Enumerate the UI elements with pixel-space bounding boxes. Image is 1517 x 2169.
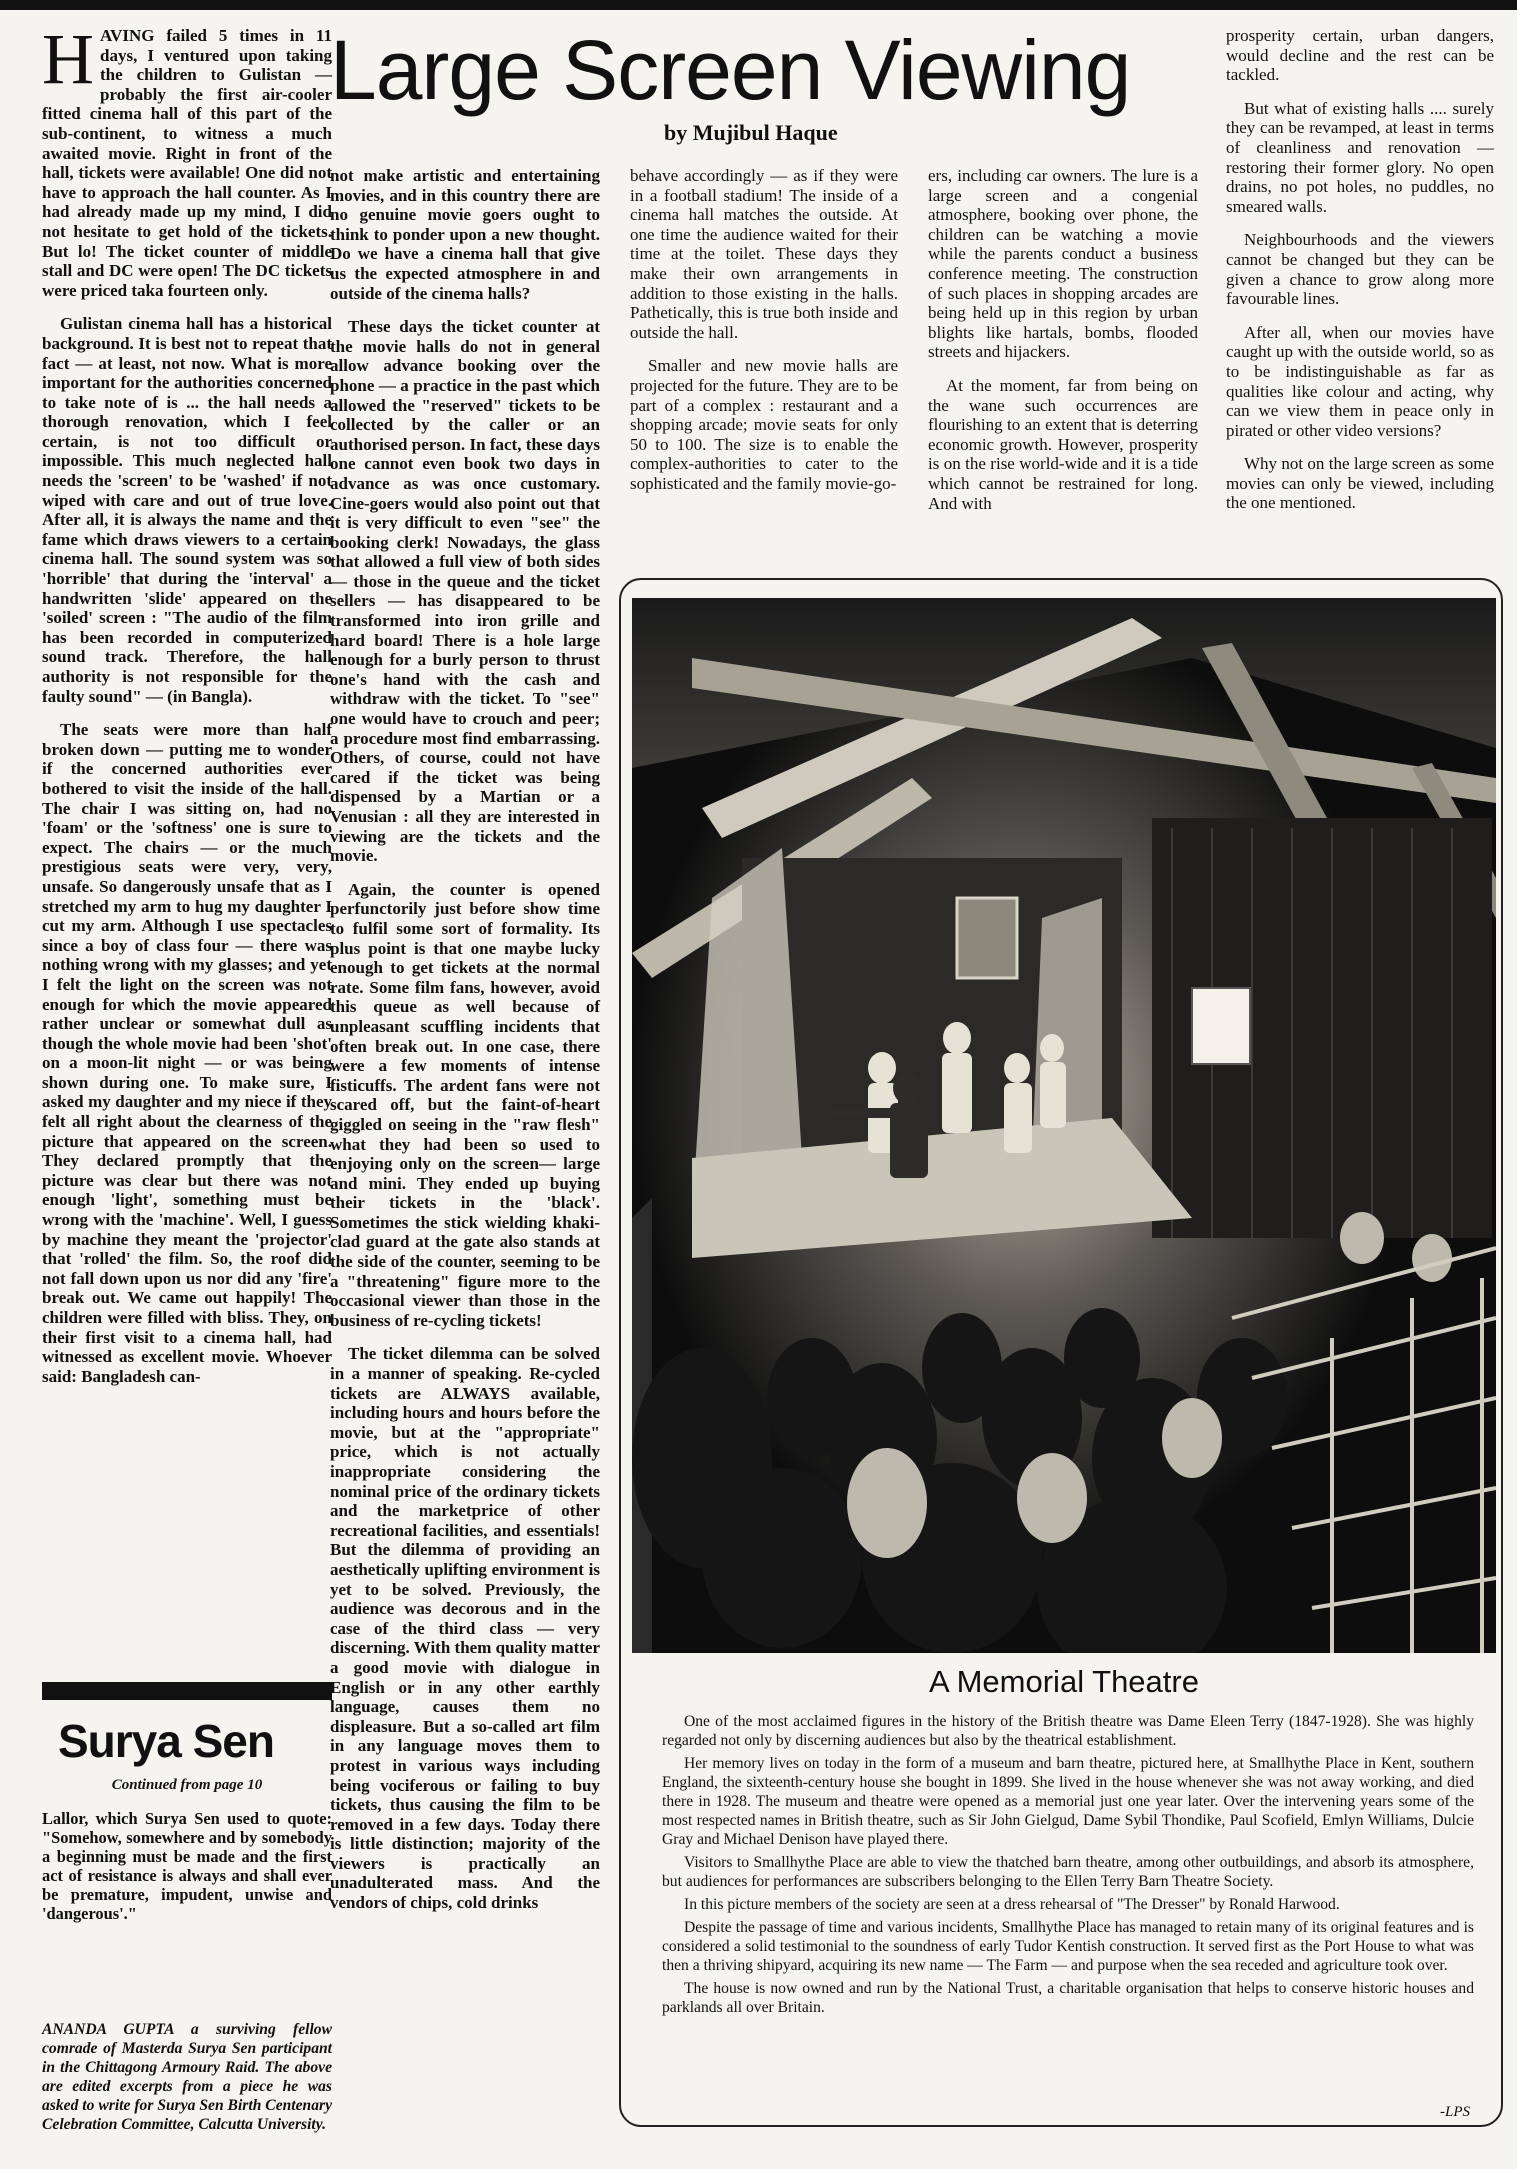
sidebar-author-note: ANANDA GUPTA a surviving fellow comrade of Masterda Surya Sen participant in the Chittagong Armoury Raid. The above are edited excerpts from a piece he was asked to write for Surya Sen Birth Centenary Celebration Committee, Calcutta University. (42, 2021, 332, 2133)
page-title: Large Screen Viewing (330, 23, 1131, 117)
theatre-photo (632, 598, 1496, 1653)
paragraph: Visitors to Smallhythe Place are able to view the thatched barn theatre, among other outbuildings, and absorb its atmosphere, but audiences for performances are subscribers belonging to the Ellen Terry Barn Theatre Society. (662, 1854, 1474, 1890)
article-column-3 (630, 166, 898, 508)
article-column-4 (928, 166, 1198, 527)
barn-theatre-illustration (632, 598, 1496, 1653)
paragraph: Gulistan cinema hall has a historical background. It is best not to repeat that fact — at least, not now. What is more important for the authorities concerned to take note of is ... the hall needs a thorough renovation, which I feel certain, is not too difficult or impossible. This much neglected hall needs the 'screen' to be 'washed' if not wiped with care and out of true love. After all, it is always the name and the fame which draws viewers to a certain cinema hall. The sound system was so 'horrible' that during the 'interval' a handwritten 'slide' appeared on the 'soiled' screen : "The audio of the film has been recorded in computerized sound track. Therefore, the hall authority is not responsible for the faulty sound" — (in Bangla). (42, 314, 332, 706)
paragraph: These days the ticket counter at the movie halls do not in general allow advance booking over the phone — a practice in the past which allowed the "reserved" tickets to be collected by the caller or an authorised person. In fact, these days one cannot even book two days in advance as was once customary. Cine-goers would also point out that it is very difficult to even "see" the booking clerk! Nowadays, the glass that allowed a full view of both sides — those in the queue and the ticket sellers — has disappeared to be transformed into iron grille and hard board! There is a hole large enough for a burly person to thrust one's hand with the cash and withdraw with the ticket. To "see" one would have to crouch and peer; a procedure most find embarrassing. Others, of course, could not have cared if the ticket was being dispensed by a Martian or a Venusian : all they are interested in viewing are the tickets and the movie. (330, 317, 600, 866)
article-column-5 (1226, 26, 1494, 527)
paragraph: The seats were more than half broken down — putting me to wonder if the concerned authorities ever bothered to visit the inside of the hall. The chair I was sitting on, had no 'foam' or the 'softness' one is sure to expect. The chairs — or the much prestigious seats were very, very, unsafe. So dangerously unsafe that as I stretched my arm to hug my daughter I cut my arm. Although I use spectacles since a boy of class four — there was nothing wrong with my glasses; and yet I felt the light on the screen was not enough for which the movie appeared rather unclear or somewhat dull as though the whole movie had been 'shot' on a moon-lit night — or was being shown during one. To make sure, I asked my daughter and my niece if they felt all right about the clearness of the picture that appeared on the screen. They declared promptly that the picture was clear but there was not enough 'light', something must be wrong with the 'machine'. Well, I guess by machine they meant the 'projector' that 'rolled' the film. So, the roof did not fall down upon us nor did any 'fire' break out. We came out happily! The children were filled with bliss. They, on their first visit to a cinema hall, had witnessed as excellent movie. Whoever said: Bangladesh can- (42, 720, 332, 1386)
paragraph: behave accordingly — as if they were in a football stadium! The inside of a cinema hall matches the outside. At one time the audience waited for their time at the toilet. These days they make their own arrangements in addition to those existing in the halls. Pathetically, this is true both inside and outside the hall. (630, 166, 898, 342)
sidebar-title: Surya Sen (58, 1715, 274, 1767)
paragraph: Her memory lives on today in the form of a museum and barn theatre, pictured here, at Smallhythe Place in Kent, southern England, the sixteenth-century house she bought in 1899. She lived in the house whenever she was not away working, and died there in 1928. The museum and theatre were opened as a memorial just one year later. Over the intervening years some of the most respected names in British theatre, such as Sir John Gielgud, Dame Sybil Thondike, Paul Scofield, Emlyn Williams, Dulcie Gray and Michael Denison have played there. (662, 1755, 1474, 1848)
paragraph: Smaller and new movie halls are projected for the future. They are to be part of a complex : restaurant and a shopping arcade; movie seats for only 50 to 100. The size is to enable the complex-authorities to cater to the sophisticated and the family movie-go- (630, 356, 898, 493)
photo-credit: -LPS (1440, 2104, 1470, 2120)
paragraph: ers, including car owners. The lure is a large screen and a congenial atmosphere, booking over phone, the children can be watching a movie while the parents conduct a business conference meeting. The construction of such places in shopping arcades are being held up in this region by urban blights like hartals, bombs, flooded streets and hijackers. (928, 166, 1198, 362)
byline: by Mujibul Haque (664, 120, 838, 145)
paragraph: not make artistic and entertaining movies, and in this country there are no genuine movie goers ought to think to ponder upon a new thought. Do we have a cinema hall that give us the expected atmosphere in and outside of the cinema halls? (330, 166, 600, 303)
article-column-1 (42, 19, 332, 1400)
photo-caption-title: A Memorial Theatre (929, 1664, 1199, 1699)
top-rule (0, 0, 1517, 10)
paragraph: Why not on the large screen as some movies can only be viewed, including the one mentioned. (1226, 454, 1494, 513)
continued-note: Continued from page 10 (111, 1777, 263, 1793)
article-column-2 (330, 166, 600, 1927)
paragraph: The house is now owned and run by the National Trust, a charitable organisation that helps to conserve historic houses and parklands all over Britain. (662, 1980, 1474, 2016)
paragraph: Lallor, which Surya Sen used to quote: "Somehow, somewhere and by somebody a beginning must be made and the first act of resistance is always and shall ever be premature, impudent, unwise and 'dangerous'." (42, 1809, 332, 1923)
paragraph: Despite the passage of time and various incidents, Smallhythe Place has managed to retain many of its original features and is considered a solid testimonial to the soundness of early Tudor Kentish construction. It served first as the Port House to what was then a thriving shipyard, acquiring its new name — The Farm — and purpose when the sea receded and agriculture took over. (662, 1919, 1474, 1974)
sidebar-rule (42, 1682, 332, 1700)
paragraph: After all, when our movies have caught up with the outside world, so as to be indistinguishable as far as qualities like colour and acting, why can we view them in peace only in pirated or other video versions? (1226, 322, 1494, 440)
paragraph: Again, the counter is opened perfunctorily just before show time to fulfil some sort of formality. Its plus point is that one maybe lucky enough to get tickets at the normal rate. Some film fans, however, avoid this queue as well because of unpleasant scuffling incidents that often break out. In one case, there were a few moments of intense fisticuffs. The ardent fans were not scared off, but the faint-of-heart giggled on seeing in the "raw flesh" what they had been so used to enjoying only on the screen— large and mini. They ended up buying their tickets in the 'black'. Sometimes the stick wielding khaki-clad guard at the gate also stands at the side of the counter, seeming to be a "threatening" figure more to the occasional viewer than those in the business of re-cycling tickets! (330, 879, 600, 1330)
sidebar-body (42, 1776, 332, 1937)
paragraph: The ticket dilemma can be solved in a manner of speaking. Re-cycled tickets are ALWAYS available, including hours and hours before the movie, but at the "appropriate" price, which is not actually inappropriate considering the nominal price of the ordinary tickets and the marketprice of other recreational facilities, and essentials! But the dilemma of providing an aesthetically uplifting environment is yet to be solved. Previously, the audience was decorous and in the case of the third class — very discerning. With them quality matter a good movie with dialogue in English or in any other earthly language, causes them no displeasure. But a so-called art film in any language moves them to protest in various ways including being vociferous or failing to buy tickets, thus causing the film to be removed in a few days. Today there is little distinction; majority of the viewers is practically an unadulterated mass. And the vendors of chips, cold drinks (330, 1344, 600, 1913)
paragraph: One of the most acclaimed figures in the history of the British theatre was Dame Eleen Terry (1847-1928). She was highly regarded not only by discerning audiences but also by the theatrical establishment. (662, 1713, 1474, 1749)
paragraph: Neighbourhoods and the viewers cannot be changed but they can be given a chance to grow along more favourable lines. (1226, 230, 1494, 309)
paragraph: In this picture members of the society are seen at a dress rehearsal of "The Dresser" by Ronald Harwood. (684, 1896, 1340, 1913)
paragraph: But what of existing halls .... surely they can be revamped, at least in terms of cleanliness and renovation — restoring their former glory. No open drains, no pot holes, no puddles, no smeared walls. (1226, 98, 1494, 216)
drop-cap: H (42, 19, 94, 99)
photo-caption (662, 1712, 1474, 2021)
paragraph: HAVING failed 5 times in 11 days, I ventured upon taking the children to Gulistan — probably the first air-cooler fitted cinema hall of this part of the sub-continent, to witness a much awaited movie. Right in front of the hall, tickets were available! One did not have to approach the hall counter. As I had already made up my mind, I did not hesitate to get hold of the tickets. But lo! The ticket counter of middle stall and DC were open! The DC tickets were priced taka fourteen only. (42, 19, 332, 300)
paragraph: prosperity certain, urban dangers, would decline and the rest can be tackled. (1226, 26, 1494, 85)
paragraph: At the moment, far from being on the wane such occurrences are flourishing to an extent that is deterring economic growth. However, prosperity is on the rise world-wide and it is a tide which cannot be restrained for long. And with (928, 375, 1198, 513)
